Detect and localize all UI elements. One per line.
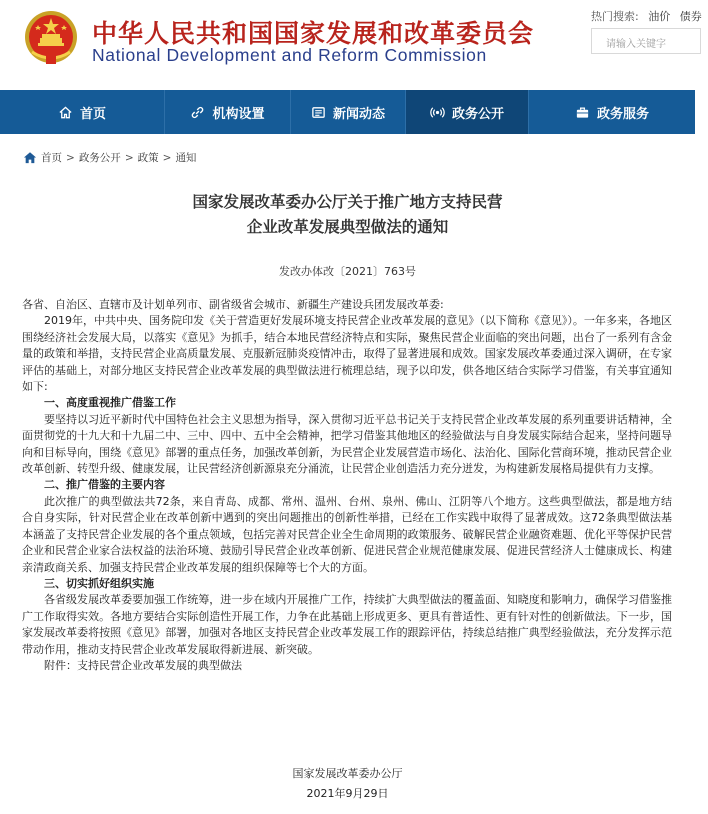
nav-item-home[interactable] [0,90,165,134]
hot-search-item[interactable]: 油价 [648,10,671,23]
section-paragraph: 各省级发展改革委要加强工作统筹，进一步在域内开展推广工作，持续扩大典型做法的覆盖面、知晓度和影响力，确保学习借鉴推广工作取得实效。各地方要结合实际创造性开展工作，力争在此基础上形成更多、更具有普适性、更有针对性的创新做法。下一步，国家发展改革委将按照《意见》部署，加强对各地区支持民营企业改革发展工作的跟踪评估，持续总结推广典型经验做法，充分发挥示范带动作用，推动支持民营企业改革发展取得新进展、新突破。 [22,593,672,656]
section-heading: 二、推广借鉴的主要内容 [44,478,165,492]
breadcrumb [23,150,196,165]
news-icon [311,105,326,120]
attachment-link[interactable]: 附件：支持民营企业改革发展的典型做法 [44,658,242,672]
broadcast-icon [430,105,445,120]
hot-search-item[interactable]: 债券 [679,10,702,23]
national-emblem-icon[interactable] [24,10,78,66]
section-heading: 一、高度重视推广借鉴工作 [44,396,176,410]
site-header [0,0,702,90]
section-heading: 三、切实抓好组织实施 [44,576,154,590]
breadcrumb-separator: > [162,151,172,164]
home-icon [58,105,73,120]
briefcase-icon [575,105,590,120]
nav-item-label: 政务公开 [451,106,504,122]
nav-item-government-affairs[interactable] [406,90,529,134]
search-input[interactable]: 请输入关键字 [591,28,701,54]
site-title-en[interactable]: National Development and Reform Commission [92,45,487,65]
breadcrumb-separator: > [66,151,75,164]
article-title-line2: 企业改革发展典型做法的通知 [246,218,449,236]
article-title-line1: 国家发展改革委办公厅关于推广地方支持民营 [192,193,503,211]
nav-item-services[interactable] [529,90,695,134]
hot-search [591,8,708,24]
section-paragraph: 要坚持以习近平新时代中国特色社会主义思想为指导，深入贯彻习近平总书记关于支持民营企业改革发展的系列重要讲话精神，全面贯彻党的十九大和十九届二中、三中、四中、五中全会精神，把学习借鉴其他地区的经验做法与自身发展实际结合起来，坚持问题导向和目标导向，围绕《意见》部署的重点任务，加强改革创新，为民营企业发展营造市场化、法治化、国际化营商环境，推动民营企业改革创新、转型升级、健康发展，让民营经济创新源泉充分涌流，让民营企业创造活力充分迸发，为构建新发展格局提供有力支撑。 [22,412,672,476]
section-paragraph: 此次推广的典型做法共72条，来自青岛、成都、常州、温州、台州、泉州、佛山、江阴等八个地方。这些典型做法，都是地方结合自身实际，针对民营企业在改革创新中遇到的突出问题推出的创新性举措，已经在工作实践中取得了显著成效。这72条典型做法基本涵盖了支持民营企业发展的各个重点领域，包括完善对民营企业全生命周期的政策服务、破解民营企业融资难题、优化平等保护民营企业和民营企业家合法权益的法治环境、鼓励引导民营企业改革创新、促进民营企业规范健康发展、促进民营经济人士健康成长、构建亲清政商关系、加强支持民营企业改革发展的组织保障等七个大的方面。 [22,494,672,574]
signature-date: 2021年9月29日 [306,787,389,800]
main-nav [0,90,695,134]
nav-item-label: 政务服务 [596,106,649,122]
home-icon [23,151,37,164]
breadcrumb-policy[interactable]: 政策 [137,152,159,164]
hot-search-label: 热门搜索: [591,10,639,23]
nav-item-organization[interactable] [165,90,291,134]
nav-item-news[interactable] [291,90,406,134]
breadcrumb-government-affairs[interactable]: 政务公开 [78,152,121,164]
nav-item-label: 新闻动态 [332,106,385,122]
signature-org: 国家发展改革委办公厅 [292,767,403,780]
nav-item-label: 机构设置 [212,106,265,122]
addressee: 各省、自治区、直辖市及计划单列市、副省级省会城市、新疆生产建设兵团发展改革委: [22,298,444,311]
breadcrumb-current[interactable]: 通知 [175,152,197,164]
site-title-cn[interactable]: 中华人民共和国国家发展和改革委员会 [92,19,535,48]
breadcrumb-home[interactable]: 首页 [41,152,62,164]
intro-paragraph: 2019年，中共中央、国务院印发《关于营造更好发展环境支持民营企业改革发展的意见》（以下简称《意见》）。一年多来，各地区围绕经济社会发展大局，以落实《意见》为抓手，结合本地民营经济特点和实际，聚焦民营企业面临的突出问题，出台了一系列有含金量的政策和举措，支持民营企业高质量发展、克服新冠肺炎疫情冲击，取得了显著进展和成效。国家发展改革委通过深入调研，在专家评估的基础上，对部分地区支持民营企业改革发展的典型做法进行梳理总结，现予以印发，供各地区结合实际学习借鉴，有关事宜通知如下: [22,314,672,394]
document-number: 发改办体改〔2021〕763号 [279,265,416,278]
link-icon [190,105,205,120]
breadcrumb-separator: > [124,151,134,164]
nav-item-label: 首页 [79,106,106,122]
article-body [22,297,672,674]
